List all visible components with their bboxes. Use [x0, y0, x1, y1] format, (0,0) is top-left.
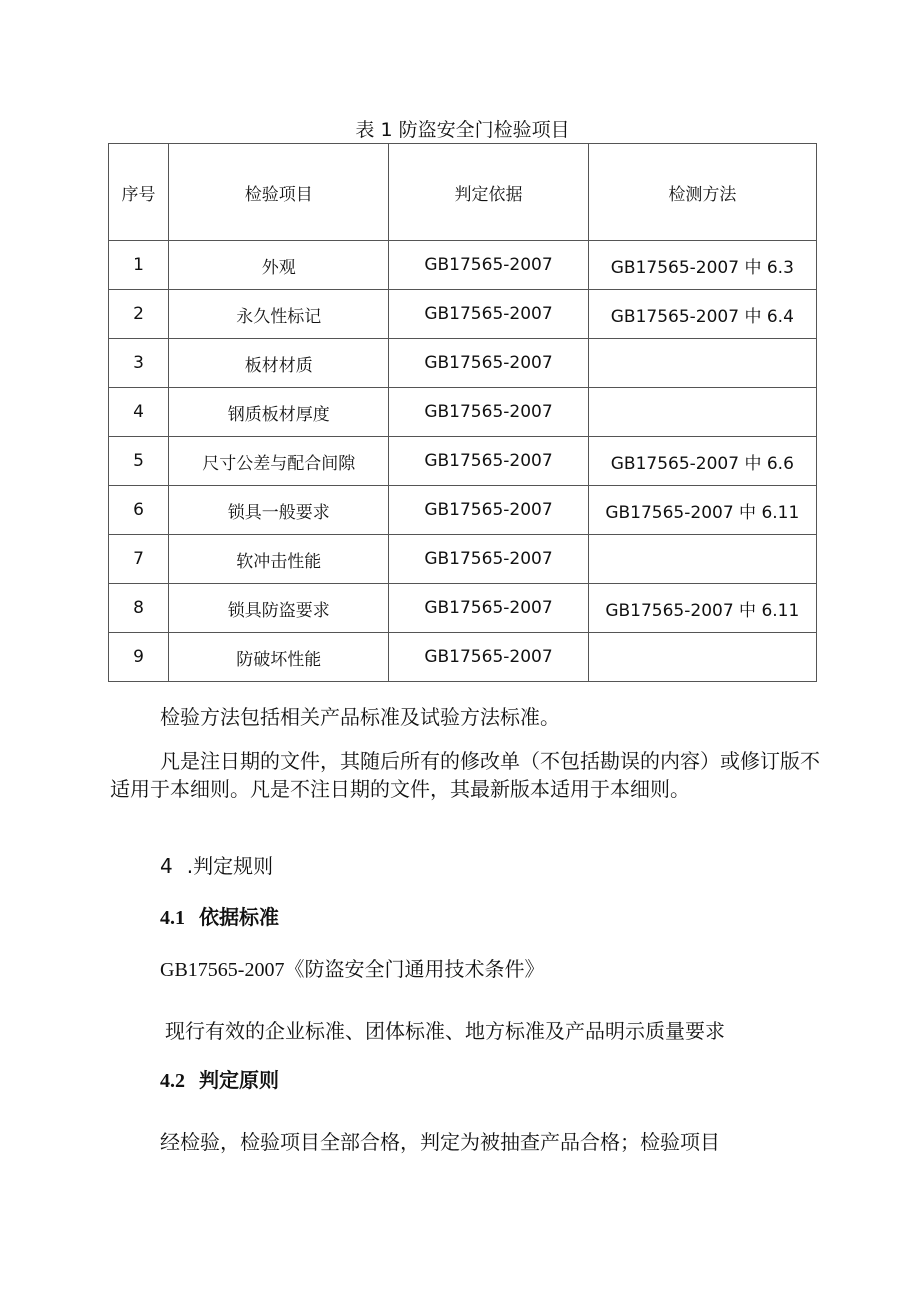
cell-method: GB17565-2007 中 6.6: [588, 437, 816, 486]
section-4-2-heading: [160, 1066, 279, 1095]
section-4-title: .判定规则: [186, 854, 274, 878]
table-row: [109, 486, 817, 535]
standard-reference: [160, 955, 544, 984]
section-4-1-heading: [160, 903, 279, 932]
table-row: [109, 584, 817, 633]
table-caption: 表 1 防盗安全门检验项目: [355, 119, 570, 141]
cell-item: 防破坏性能: [169, 633, 389, 682]
valid-standards-paragraph: 现行有效的企业标准、团体标准、地方标准及产品明示质量要求: [165, 1019, 725, 1043]
section-4-2-number: 4.2: [160, 1070, 185, 1092]
cell-seq: 3: [109, 339, 169, 388]
standard-title: 《防盗安全门通用技术条件》: [284, 957, 545, 981]
cell-method: GB17565-2007 中 6.3: [588, 241, 816, 290]
table-row: [109, 633, 817, 682]
cell-basis: GB17565-2007: [389, 388, 588, 437]
cell-item: 锁具一般要求: [169, 486, 389, 535]
cell-basis: GB17565-2007: [389, 486, 588, 535]
inspection-items-table: [108, 143, 817, 682]
cell-seq: 7: [109, 535, 169, 584]
cell-method: GB17565-2007 中 6.4: [588, 290, 816, 339]
table-row: [109, 339, 817, 388]
cell-item: 钢质板材厚度: [169, 388, 389, 437]
section-4-1-number: 4.1: [160, 907, 185, 929]
section-4-heading: [160, 852, 273, 880]
header-seq: 序号: [109, 144, 169, 241]
conclusion-paragraph: 经检验，检验项目全部合格，判定为被抽查产品合格；检验项目: [160, 1130, 720, 1154]
cell-basis: GB17565-2007: [389, 437, 588, 486]
header-method: 检测方法: [588, 144, 816, 241]
standard-code: GB17565-2007: [160, 959, 285, 981]
cell-basis: GB17565-2007: [389, 339, 588, 388]
section-4-1-title: 依据标准: [199, 905, 279, 929]
table-row: [109, 241, 817, 290]
cell-seq: 6: [109, 486, 169, 535]
header-item: 检验项目: [169, 144, 389, 241]
table-row: [109, 388, 817, 437]
table-row: [109, 437, 817, 486]
table-header-row: [109, 144, 817, 241]
section-4-2-title: 判定原则: [199, 1068, 279, 1092]
cell-basis: GB17565-2007: [389, 290, 588, 339]
cell-item: 软冲击性能: [169, 535, 389, 584]
cell-basis: GB17565-2007: [389, 584, 588, 633]
dated-documents-paragraph: 凡是注日期的文件，其随后所有的修改单（不包括勘误的内容）或修订版不适用于本细则。凡是不注日期的文件，其最新版本适用于本细则。: [110, 749, 820, 801]
table-row: [109, 535, 817, 584]
cell-item: 永久性标记: [169, 290, 389, 339]
methods-note-paragraph: 检验方法包括相关产品标准及试验方法标准。: [160, 705, 560, 729]
cell-method: GB17565-2007 中 6.11: [588, 584, 816, 633]
cell-basis: GB17565-2007: [389, 241, 588, 290]
cell-method: [588, 339, 816, 388]
header-basis: 判定依据: [389, 144, 588, 241]
cell-item: 外观: [169, 241, 389, 290]
cell-method: [588, 535, 816, 584]
cell-item: 尺寸公差与配合间隙: [169, 437, 389, 486]
cell-item: 板材材质: [169, 339, 389, 388]
section-4-number: 4: [160, 854, 173, 878]
cell-basis: GB17565-2007: [389, 535, 588, 584]
cell-seq: 2: [109, 290, 169, 339]
cell-method: [588, 388, 816, 437]
table-row: [109, 290, 817, 339]
cell-method: GB17565-2007 中 6.11: [588, 486, 816, 535]
cell-basis: GB17565-2007: [389, 633, 588, 682]
cell-seq: 1: [109, 241, 169, 290]
cell-seq: 8: [109, 584, 169, 633]
cell-seq: 9: [109, 633, 169, 682]
cell-seq: 4: [109, 388, 169, 437]
cell-method: [588, 633, 816, 682]
cell-seq: 5: [109, 437, 169, 486]
cell-item: 锁具防盗要求: [169, 584, 389, 633]
